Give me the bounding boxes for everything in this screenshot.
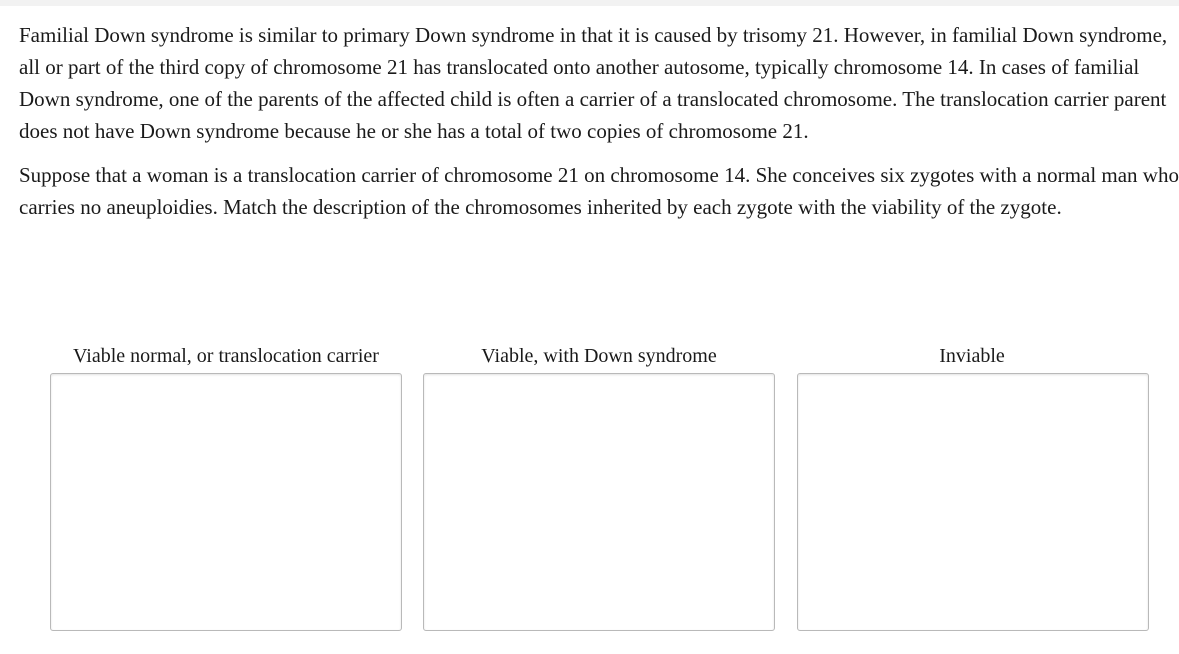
- category-label-viable-normal: Viable normal, or translocation carrier: [73, 345, 379, 367]
- question-paragraph-intro: Familial Down syndrome is similar to primary Down syndrome in that it is caused by trisomy 21. However, in familial Down syndrome, all or part of the third copy of chromosome 21 has translocated onto another autosome, typically chromosome 14. In cases of familial Down syndrome, one of the parents of the affected child is often a carrier of a translocated chromosome. The translocation carrier parent does not have Down syndrome because he or she has a total of two copies of chromosome 21.: [19, 23, 1168, 143]
- category-label-inviable: Inviable: [939, 345, 1005, 367]
- drop-zone-viable-normal[interactable]: [50, 373, 402, 631]
- top-divider-strip: [0, 0, 1179, 6]
- question-paragraph-task: Suppose that a woman is a translocation carrier of chromosome 21 on chromosome 14. She conceives six zygotes with a normal man who carries no aneuploidies. Match the description of the chromosomes inherited by each zygote with the viability of the zygote.: [19, 163, 1179, 219]
- category-label-viable-down-syndrome: Viable, with Down syndrome: [481, 345, 717, 367]
- question-prompt: [19, 19, 1179, 223]
- drop-zone-viable-down-syndrome[interactable]: [423, 373, 775, 631]
- drop-zone-inviable[interactable]: [797, 373, 1149, 631]
